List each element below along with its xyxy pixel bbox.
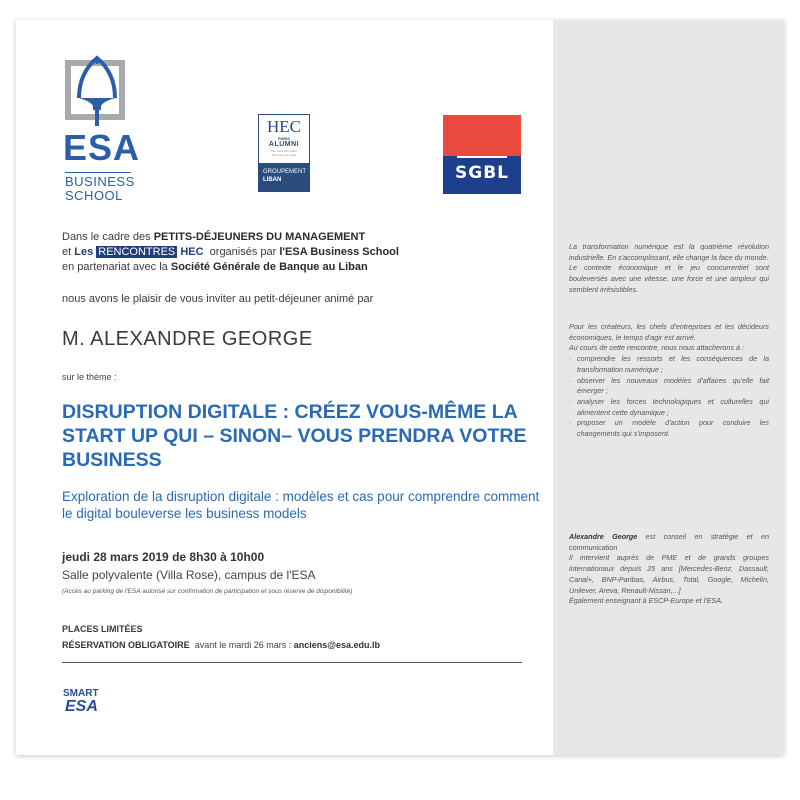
sidebar-paragraph — [569, 532, 769, 553]
limited-seats-label: PLACES LIMITÉES — [62, 624, 143, 634]
intro-text-span: et — [62, 246, 75, 258]
speaker-bio — [569, 532, 769, 607]
reservation-line — [62, 640, 380, 650]
hec-alumni: ALUMNI — [268, 141, 300, 148]
partner-name: Société Générale de Banque au Liban — [170, 261, 368, 273]
theme-label: sur le thème : — [62, 372, 117, 382]
divider — [62, 662, 522, 663]
esa-arch-icon — [67, 54, 127, 128]
intro-text — [62, 230, 399, 275]
divider — [65, 172, 131, 173]
smart-esa-logo — [63, 689, 99, 715]
hec-groupement: GROUPEMENT — [263, 169, 307, 175]
list-item: · analyser les forces technologiques et culturelles qui alimentent cette dynamique ; — [569, 397, 769, 418]
bio-name: Alexandre George — [569, 532, 638, 541]
esa-label: ESA — [65, 698, 98, 715]
objectives-list — [569, 354, 769, 440]
sidebar-paragraph: Le contexte économique et le jeu concurrentiel sont bouleversés avec une vitesse, une force et une ampleur qui semblent irrésistibles. — [569, 263, 769, 294]
intro-line-1 — [62, 230, 399, 245]
hec-wordmark: HEC — [267, 117, 301, 136]
hec-label: HEC — [177, 246, 204, 258]
bio-role: est conseil en stratégie et en communication — [569, 532, 770, 552]
sidebar-paragraph: Il intervient auprès de PME et de grands groupes internationaux depuis 25 ans [Mercedes-Benz, Dassault, Canal+, BNP-Paribas, Airbus, Total, Google, Michelin, Unilever, Areva, Renault-Nissan,...] — [569, 553, 769, 595]
sidebar-panel — [553, 20, 784, 755]
hec-tagline: the more you grow — [271, 153, 297, 157]
esa-subtitle-line1: BUSINESS — [65, 174, 135, 189]
sidebar-paragraph: Également enseignant à ESCP-Europe et l'ESA. — [569, 596, 723, 606]
event-location: Salle polyvalente (Villa Rose), campus de l'ESA — [62, 568, 316, 582]
event-series-name: PETITS-DÉJEUNERS DU MANAGEMENT — [153, 231, 366, 243]
invite-text: nous avons le plaisir de vous inviter au petit-déjeuner animé par — [62, 293, 374, 305]
intro-text-span: organisés par — [203, 246, 280, 258]
esa-subtitle-line2: SCHOOL — [65, 188, 123, 203]
sgbl-white-bar — [457, 156, 507, 158]
reservation-required-label: RÉSERVATION OBLIGATOIRE — [62, 640, 190, 650]
intro-line-3 — [62, 260, 399, 275]
sgbl-wordmark: SGBL — [455, 163, 509, 183]
esa-business-school-logo — [63, 54, 141, 214]
talk-title: DISRUPTION DIGITALE : CRÉEZ VOUS-MÊME LA START UP QUI – SINON– VOUS PRENDRA VOTRE BUSINESS — [62, 401, 527, 471]
intro-line-2 — [62, 245, 399, 260]
sidebar-paragraph: Au cours de cette rencontre, nous nous attacherons à : — [569, 343, 745, 353]
parking-note: (Accès au parking de l'ESA autorisé sur confirmation de participation et sous réserve de disponibilité) — [62, 588, 353, 595]
smart-label: SMART — [63, 688, 99, 699]
sidebar-paragraph: Pour les créateurs, les chefs d'entreprises et les décideurs économiques, le temps d'agir est arrivé. — [569, 322, 769, 342]
list-item: · proposer un modèle d'action pour conduire les changements qui s'imposent. — [569, 418, 769, 439]
hec-alumni-logo — [258, 114, 310, 192]
sgbl-red-block — [443, 115, 521, 156]
sidebar-paragraph: La transformation numérique est la quatrième révolution industrielle. En s'accomplissant, elle change la face du monde. — [569, 242, 769, 262]
intro-text-span: Dans le cadre des — [62, 231, 154, 243]
hec-paris: PARIS — [278, 136, 290, 141]
intro-text-span: en partenariat avec la — [62, 261, 171, 273]
reservation-email-link[interactable]: anciens@esa.edu.lb — [293, 640, 381, 650]
list-item: · observer les nouveaux modèles d'affaires qu'elle fait émerger ; — [569, 376, 769, 397]
hec-tagline: The more you share, — [270, 149, 298, 153]
sgbl-logo — [443, 115, 521, 194]
invitation-card — [16, 20, 784, 755]
rencontres-box: RENCONTRES — [98, 246, 176, 258]
event-date: jeudi 28 mars 2019 de 8h30 à 10h00 — [62, 550, 265, 564]
reservation-deadline: avant le mardi 26 mars : — [189, 640, 294, 650]
sidebar-intro — [569, 242, 769, 296]
sidebar-objectives — [569, 322, 769, 440]
talk-subtitle: Exploration de la disruption digitale : modèles et cas pour comprendre comment le digital bouleverse les business models — [62, 489, 540, 521]
hec-liban: LIBAN — [263, 177, 282, 183]
organizer-name: l'ESA Business School — [279, 246, 399, 258]
hec-logo-top — [259, 115, 309, 163]
hec-logo-bottom — [259, 163, 309, 191]
rencontres-hec-mark — [74, 246, 203, 258]
esa-subtitle — [65, 175, 135, 203]
list-item: · comprendre les ressorts et les conséquences de la transformation numérique ; — [569, 354, 769, 375]
speaker-name: M. ALEXANDRE GEORGE — [62, 328, 313, 350]
esa-wordmark: ESA — [63, 127, 141, 168]
les-label: Les — [74, 246, 97, 258]
